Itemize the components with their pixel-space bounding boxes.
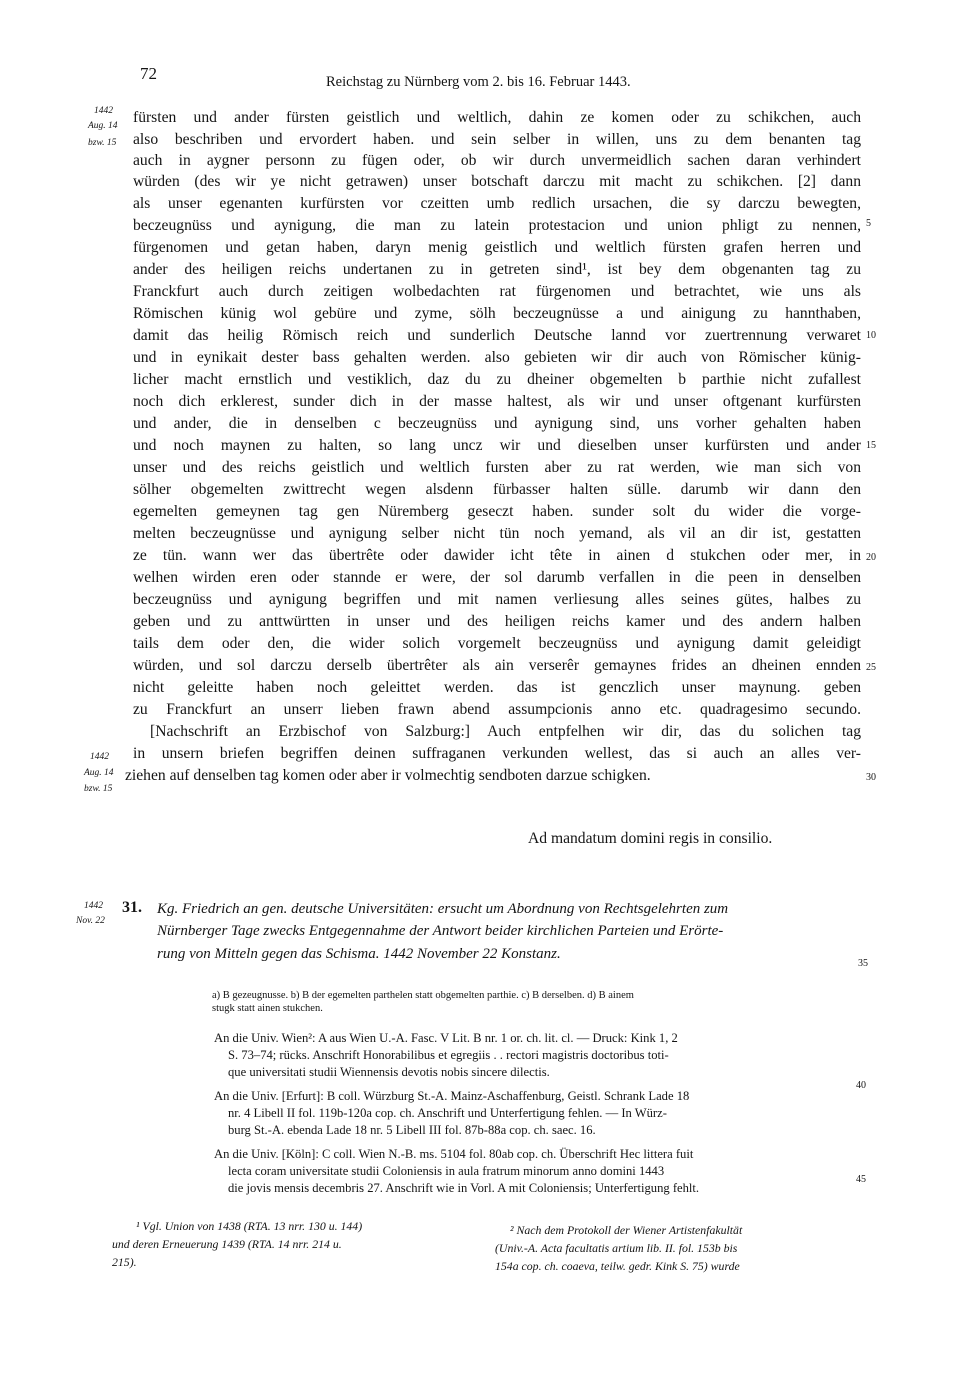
margin-date-top-alt: bzw. 15	[88, 138, 117, 148]
body-line: beczeugnüss und aynigung, die man zu latein protestacion und union phligt zu nennen,	[133, 217, 861, 234]
line-number: 30	[866, 772, 876, 783]
body-line: ze tün. wann wer das übertrête oder dawider icht tête in ainen d stukchen oder mer, in	[133, 547, 861, 564]
line-number: 25	[866, 662, 876, 673]
margin-date-bottom-alt: bzw. 15	[84, 784, 113, 794]
body-line: licher macht ernstlich und vestiklich, daz du zu dheiner obgemelten b parthie nicht zufallest	[133, 371, 861, 388]
source-line: que universitati studii Wiennensis devotis nobis sincere dilectis.	[228, 1065, 550, 1079]
body-line: tails dem oder den, die wider solich vorgemelt beczeugnüss und aynigung damit geleidigt	[133, 635, 861, 652]
doc-date-day: Nov. 22	[76, 916, 105, 926]
margin-date-bottom-day: Aug. 14	[84, 768, 114, 778]
body-line: ziehen auf denselben tag komen oder aber ir volmechtig sendboten darzue schigken.	[125, 767, 651, 784]
line-number: 5	[866, 218, 871, 229]
source-line: An die Univ. Wien²: A aus Wien U.-A. Fasc. V Lit. B nr. 1 or. ch. lit. cl. — Druck: Kink 1, 2	[214, 1031, 678, 1045]
source-line: An die Univ. [Erfurt]: B coll. Würzburg St.-A. Mainz-Aschaffenburg, Geistl. Schrank Lade 18	[214, 1089, 690, 1103]
body-line: egemelten gemeynen tag gen Nüremberg geseczt haben. sunder solt du wider die vorge-	[133, 503, 861, 520]
footnote-left-line: 215).	[112, 1255, 137, 1269]
body-line: melten beczeugnüsse und aynigung selber nicht tün noch yemand, als vil an dir ist, gestatten	[133, 525, 861, 542]
source-line: die jovis mensis decembris 27. Anschrift wie in Vorl. A mit Coloniensis; Unterfertigung fehlt.	[228, 1181, 700, 1195]
source-line: S. 73–74; rücks. Anschrift Honorabilibus et egregiis . . rectori magistris doctoribus toti-	[228, 1048, 669, 1062]
source-line: nr. 4 Libell II fol. 119b-120a cop. ch. Anschrift und Unterfertigung fehlen. — In Würz-	[228, 1106, 667, 1120]
body-line: und in eynikait dester bass gehalten werden. also gebieten wir dir auch von Römischer künig-	[133, 349, 861, 366]
page-number: 72	[140, 64, 157, 83]
variant-line: a) B gezeugnusse. b) B der egemelten parthelen statt obgemelten parthie. c) B derselben. d) B ainem	[212, 990, 634, 1001]
line-number: 10	[866, 330, 876, 341]
document-number: 31.	[122, 899, 142, 916]
source-line: An die Univ. [Köln]: C coll. Wien N.-B. ms. 5104 fol. 80ab cop. ch. Überschrift Hec littera fuit	[214, 1147, 694, 1161]
variant-line: stugk statt ainen stukchen.	[212, 1003, 323, 1014]
footnote-right-line: (Univ.-A. Acta facultatis artium lib. II. fol. 153b bis	[495, 1241, 738, 1255]
signature-line: Ad mandatum domini regis in consilio.	[528, 830, 773, 847]
regest-line: rung von Mitteln gegen das Schisma. 1442 November 22 Konstanz.	[157, 946, 561, 962]
line-number: 45	[856, 1174, 866, 1185]
footnote-right-line: 154a cop. ch. coaeva, teilw. gedr. Kink S. 75) wurde	[495, 1259, 740, 1273]
source-line: burg St.-A. ebenda Lade 18 nr. 5 Libell III fol. 87b-88a cop. ch. saec. 16.	[228, 1123, 596, 1137]
footnote-left-line: und deren Erneuerung 1439 (RTA. 14 nrr. 214 u.	[112, 1237, 342, 1251]
body-line: und ander, die in denselben c beczeugnüss und aynigung sind, uns vorher gehalten haben	[133, 415, 861, 432]
body-line: welhen wirden eren oder stannde er were, der sol darumb verfallen in die peen in denselben	[133, 569, 861, 586]
body-line: geben und zu anttwürtten in unser und des heiligen reichs kamer und des andern halben	[133, 613, 861, 630]
body-line: zu Franckfurt an unserr lieben frawn abend assumpcionis anno etc. quadragesimo secundo.	[133, 701, 861, 718]
body-line: beczeugnüss und aynigung begriffen und mit namen verliesung alles seines gütes, halbes zu	[133, 591, 861, 608]
body-line: [Nachschrift an Erzbischof von Salzburg:] Auch entpfelhen wir dir, das du solichen tag	[150, 723, 861, 740]
regest-line: Kg. Friedrich an gen. deutsche Universitäten: ersucht um Abordnung von Rechtsgelehrten zum	[157, 901, 729, 917]
body-line: nicht geleitte haben noch geleittet werden. das ist genczlich unser maynung. geben	[133, 679, 861, 696]
body-line: also beschriben und ervordert haben. und sein selber in willen, uns zu dem benanten tag	[133, 131, 861, 148]
footnote-right-line: ² Nach dem Protokoll der Wiener Artistenfakultät	[510, 1223, 743, 1237]
body-line: unser und des reichs geistlich und weltlich fursten aber zu rat werden, wie man sich von	[133, 459, 861, 476]
body-line: auch in aygner personn zu fügen oder, ob wir durch unvermeidlich sachen daran verhindert	[133, 152, 861, 169]
body-line: damit das heilig Römisch reich und sunderlich Deutsche lannd vor zuertrennung verwaret	[133, 327, 861, 344]
body-line: sölher obgemelten zwittrecht wegen alsdenn fürbasser halten sülle. darumb wir dann den	[133, 481, 861, 498]
body-line: würden, und sol darczu derselb übertrêter als ain verserêr gemaynes frides an dheinen ennden	[133, 657, 861, 674]
body-line: würden (des wir ye nicht getrawen) unser botschaft darczu mit macht zu schikchen. [2] dann	[133, 173, 861, 190]
margin-date-top-year: 1442	[94, 106, 113, 116]
body-line: Franckfurt auch durch zeitigen wolbedachten rat fürgenomen und betrachtet, wie uns als	[133, 283, 861, 300]
regest-line: Nürnberger Tage zwecks Entgegennahme der Antwort beider kirchlichen Parteien und Erörte-	[157, 923, 724, 939]
body-line: in unsern briefen begriffen deinen suffraganen verkunden wellest, das si auch an alles ver-	[133, 745, 861, 762]
body-line: fürgenomen und getan haben, daryn menig geistlich und weltlich fürsten grafen herren und	[133, 239, 861, 256]
line-number: 15	[866, 440, 876, 451]
body-line: noch dich erklerest, sunder dich in der masse haltest, als wir und unser oftgenant kurfürsten	[133, 393, 861, 410]
body-line: als unser egenanten kurfürsten vor czeitten umb redlich ursachen, die sy darczu bewegten,	[133, 195, 861, 212]
body-line: fürsten und ander fürsten geistlich und weltlich, dahin ze komen oder zu schikchen, auch	[133, 109, 861, 126]
line-number: 20	[866, 552, 876, 563]
body-line: und noch maynen zu halten, so lang uncz wir und dieselben unser kurfürsten und ander	[133, 437, 861, 454]
doc-date-year: 1442	[84, 901, 103, 911]
body-line: ander des heiligen reichs undertanen zu in getreten sind¹, ist bey dem obgenanten tag zu	[133, 261, 861, 278]
margin-date-top-day: Aug. 14	[88, 121, 118, 131]
footnote-left-line: ¹ Vgl. Union von 1438 (RTA. 13 nrr. 130 u. 144)	[136, 1219, 363, 1233]
line-number: 35	[858, 958, 868, 969]
margin-date-bottom-year: 1442	[90, 752, 109, 762]
line-number: 40	[856, 1080, 866, 1091]
body-line: Römischen künig wol gebüre und zyme, sölh beczeugnüsse a und ainigung zu hannthaben,	[133, 305, 861, 322]
running-title: Reichstag zu Nürnberg vom 2. bis 16. Februar 1443.	[326, 74, 631, 90]
source-line: lecta coram universitate studii Coloniensis in aula fratrum minorum anno domini 1443	[228, 1164, 665, 1178]
